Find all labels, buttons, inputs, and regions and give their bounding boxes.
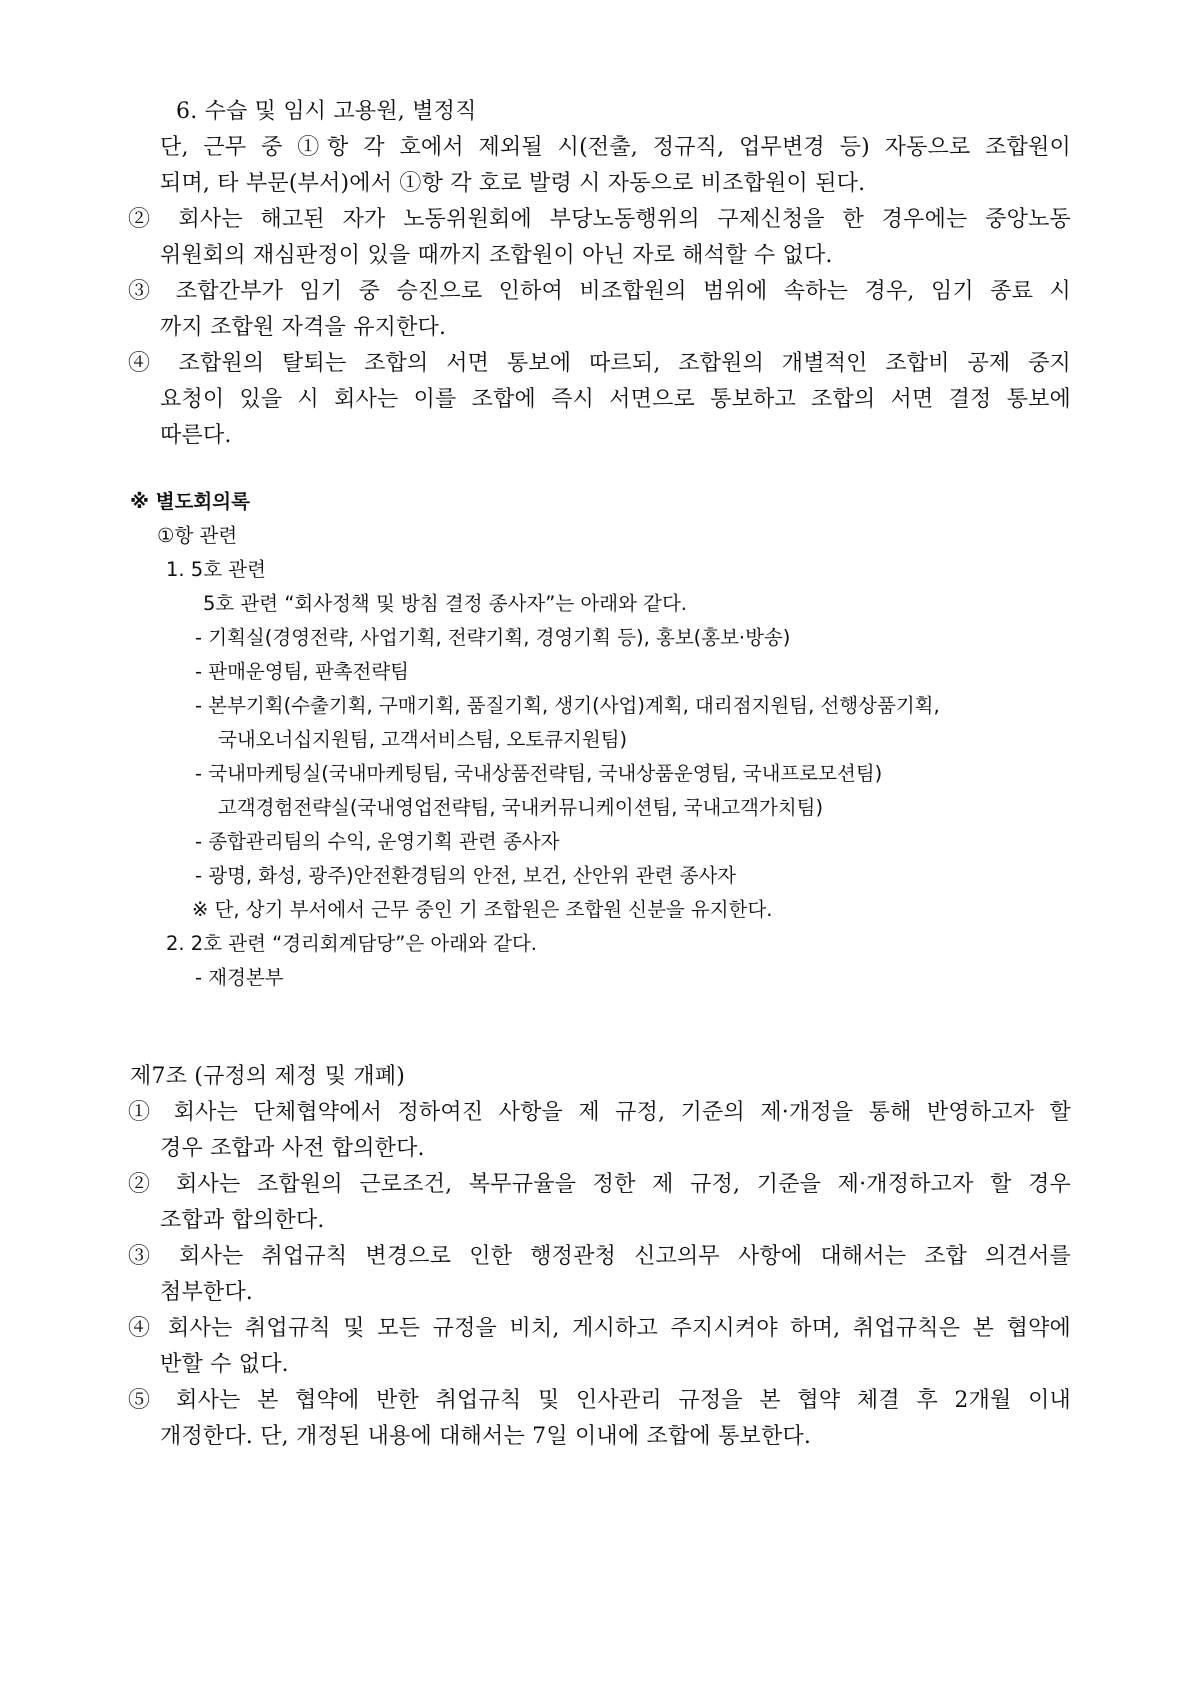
article-7-clause-1-line2: 경우 조합과 사전 합의한다.	[160, 1136, 425, 1161]
article-7-clause-2-line2: 조합과 합의한다.	[160, 1208, 325, 1233]
clause-4-line1: ④ 조합원의 탈퇴는 조합의 서면 통보에 따르되, 조합원의 개별적인 조합비 공제 중지	[128, 351, 1071, 376]
minutes-item-2: 2. 2호 관련 “경리회계담당”은 아래와 같다.	[166, 932, 537, 955]
minutes-bullet-6: - 광명, 화성, 광주)안전환경팀의 안전, 보건, 산안위 관련 종사자	[195, 864, 737, 887]
clause-4-line2: 요청이 있을 시 회사는 이를 조합에 즉시 서면으로 통보하고 조합의 서면 결정 통보에	[160, 387, 1071, 412]
article-7-clause-4-line2: 반할 수 없다.	[160, 1352, 289, 1377]
item-6: 6. 수습 및 임시 고용원, 별정직	[176, 99, 477, 124]
clause-3-line2: 까지 조합원 자격을 유지한다.	[160, 315, 447, 340]
article-7-title: 제7조 (규정의 제정 및 개폐)	[130, 1064, 406, 1089]
minutes-item-1: 1. 5호 관련	[166, 558, 266, 581]
paragraph-note-line2: 되며, 타 부문(부서)에서 ①항 각 호로 발령 시 자동으로 비조합원이 된다.	[160, 171, 866, 196]
article-7-clause-3-line2: 첨부한다.	[160, 1280, 254, 1305]
minutes-bullet-4-line1: - 국내마케팅실(국내마케팅팀, 국내상품전략팀, 국내상품운영팀, 국내프로모션팀)	[195, 762, 883, 785]
clause-2-line1: ② 회사는 해고된 자가 노동위원회에 부당노동행위의 구제신청을 한 경우에는 중앙노동	[128, 207, 1071, 232]
article-7-clause-4-line1: ④ 회사는 취업규칙 및 모든 규정을 비치, 게시하고 주지시켜야 하며, 취업규칙은 본 협약에	[128, 1316, 1071, 1341]
minutes-bullet-4-line2: 고객경험전략실(국내영업전략팀, 국내커뮤니케이션팀, 국내고객가치팀)	[218, 796, 824, 819]
article-7-clause-1-line1: ① 회사는 단체협약에서 정하여진 사항을 제 규정, 기준의 제·개정을 통해 반영하고자 할	[128, 1100, 1071, 1125]
minutes-bullet-5: - 종합관리팀의 수익, 운영기획 관련 종사자	[195, 830, 560, 853]
minutes-bullet-3-line2: 국내오너십지원팀, 고객서비스팀, 오토큐지원팀)	[218, 728, 628, 751]
clause-2-line2: 위원회의 재심판정이 있을 때까지 조합원이 아닌 자로 해석할 수 없다.	[160, 243, 833, 268]
clause-3-line1: ③ 조합간부가 임기 중 승진으로 인하여 비조합원의 범위에 속하는 경우, 임기 종료 시	[128, 279, 1071, 304]
article-7-clause-3-line1: ③ 회사는 취업규칙 변경으로 인한 행정관청 신고의무 사항에 대해서는 조합 의견서를	[128, 1244, 1071, 1269]
clause-4-line3: 따른다.	[160, 423, 232, 448]
minutes-note: ※ 단, 상기 부서에서 근무 중인 기 조합원은 조합원 신분을 유지한다.	[192, 898, 773, 921]
minutes-item-1-desc: 5호 관련 “회사정책 및 방침 결정 종사자”는 아래와 같다.	[203, 592, 687, 615]
article-7-clause-5-line2: 개정한다. 단, 개정된 내용에 대해서는 7일 이내에 조합에 통보한다.	[160, 1424, 812, 1449]
article-7-clause-5-line1: ⑤ 회사는 본 협약에 반한 취업규칙 및 인사관리 규정을 본 협약 체결 후 2개월 이내	[128, 1388, 1071, 1413]
article-7-clause-2-line1: ② 회사는 조합원의 근로조건, 복무규율을 정한 제 규정, 기준을 제·개정하고자 할 경우	[128, 1172, 1071, 1197]
minutes-bullet-2: - 판매운영팀, 판촉전략팀	[195, 660, 410, 683]
minutes-subheading: ①항 관련	[157, 524, 238, 547]
minutes-bullet-1: - 기획실(경영전략, 사업기획, 전략기획, 경영기획 등), 홍보(홍보·방송)	[195, 626, 791, 649]
paragraph-note-line1: 단, 근무 중 ①항 각 호에서 제외될 시(전출, 정규직, 업무변경 등) 자동으로 조합원이	[160, 135, 1071, 160]
minutes-heading: ※ 별도회의록	[130, 490, 250, 513]
minutes-bullet-3-line1: - 본부기획(수출기획, 구매기획, 품질기획, 생기(사업)계획, 대리점지원팀, 선행상품기획,	[195, 694, 940, 717]
minutes-item-2-bullet-1: - 재경본부	[195, 966, 284, 989]
